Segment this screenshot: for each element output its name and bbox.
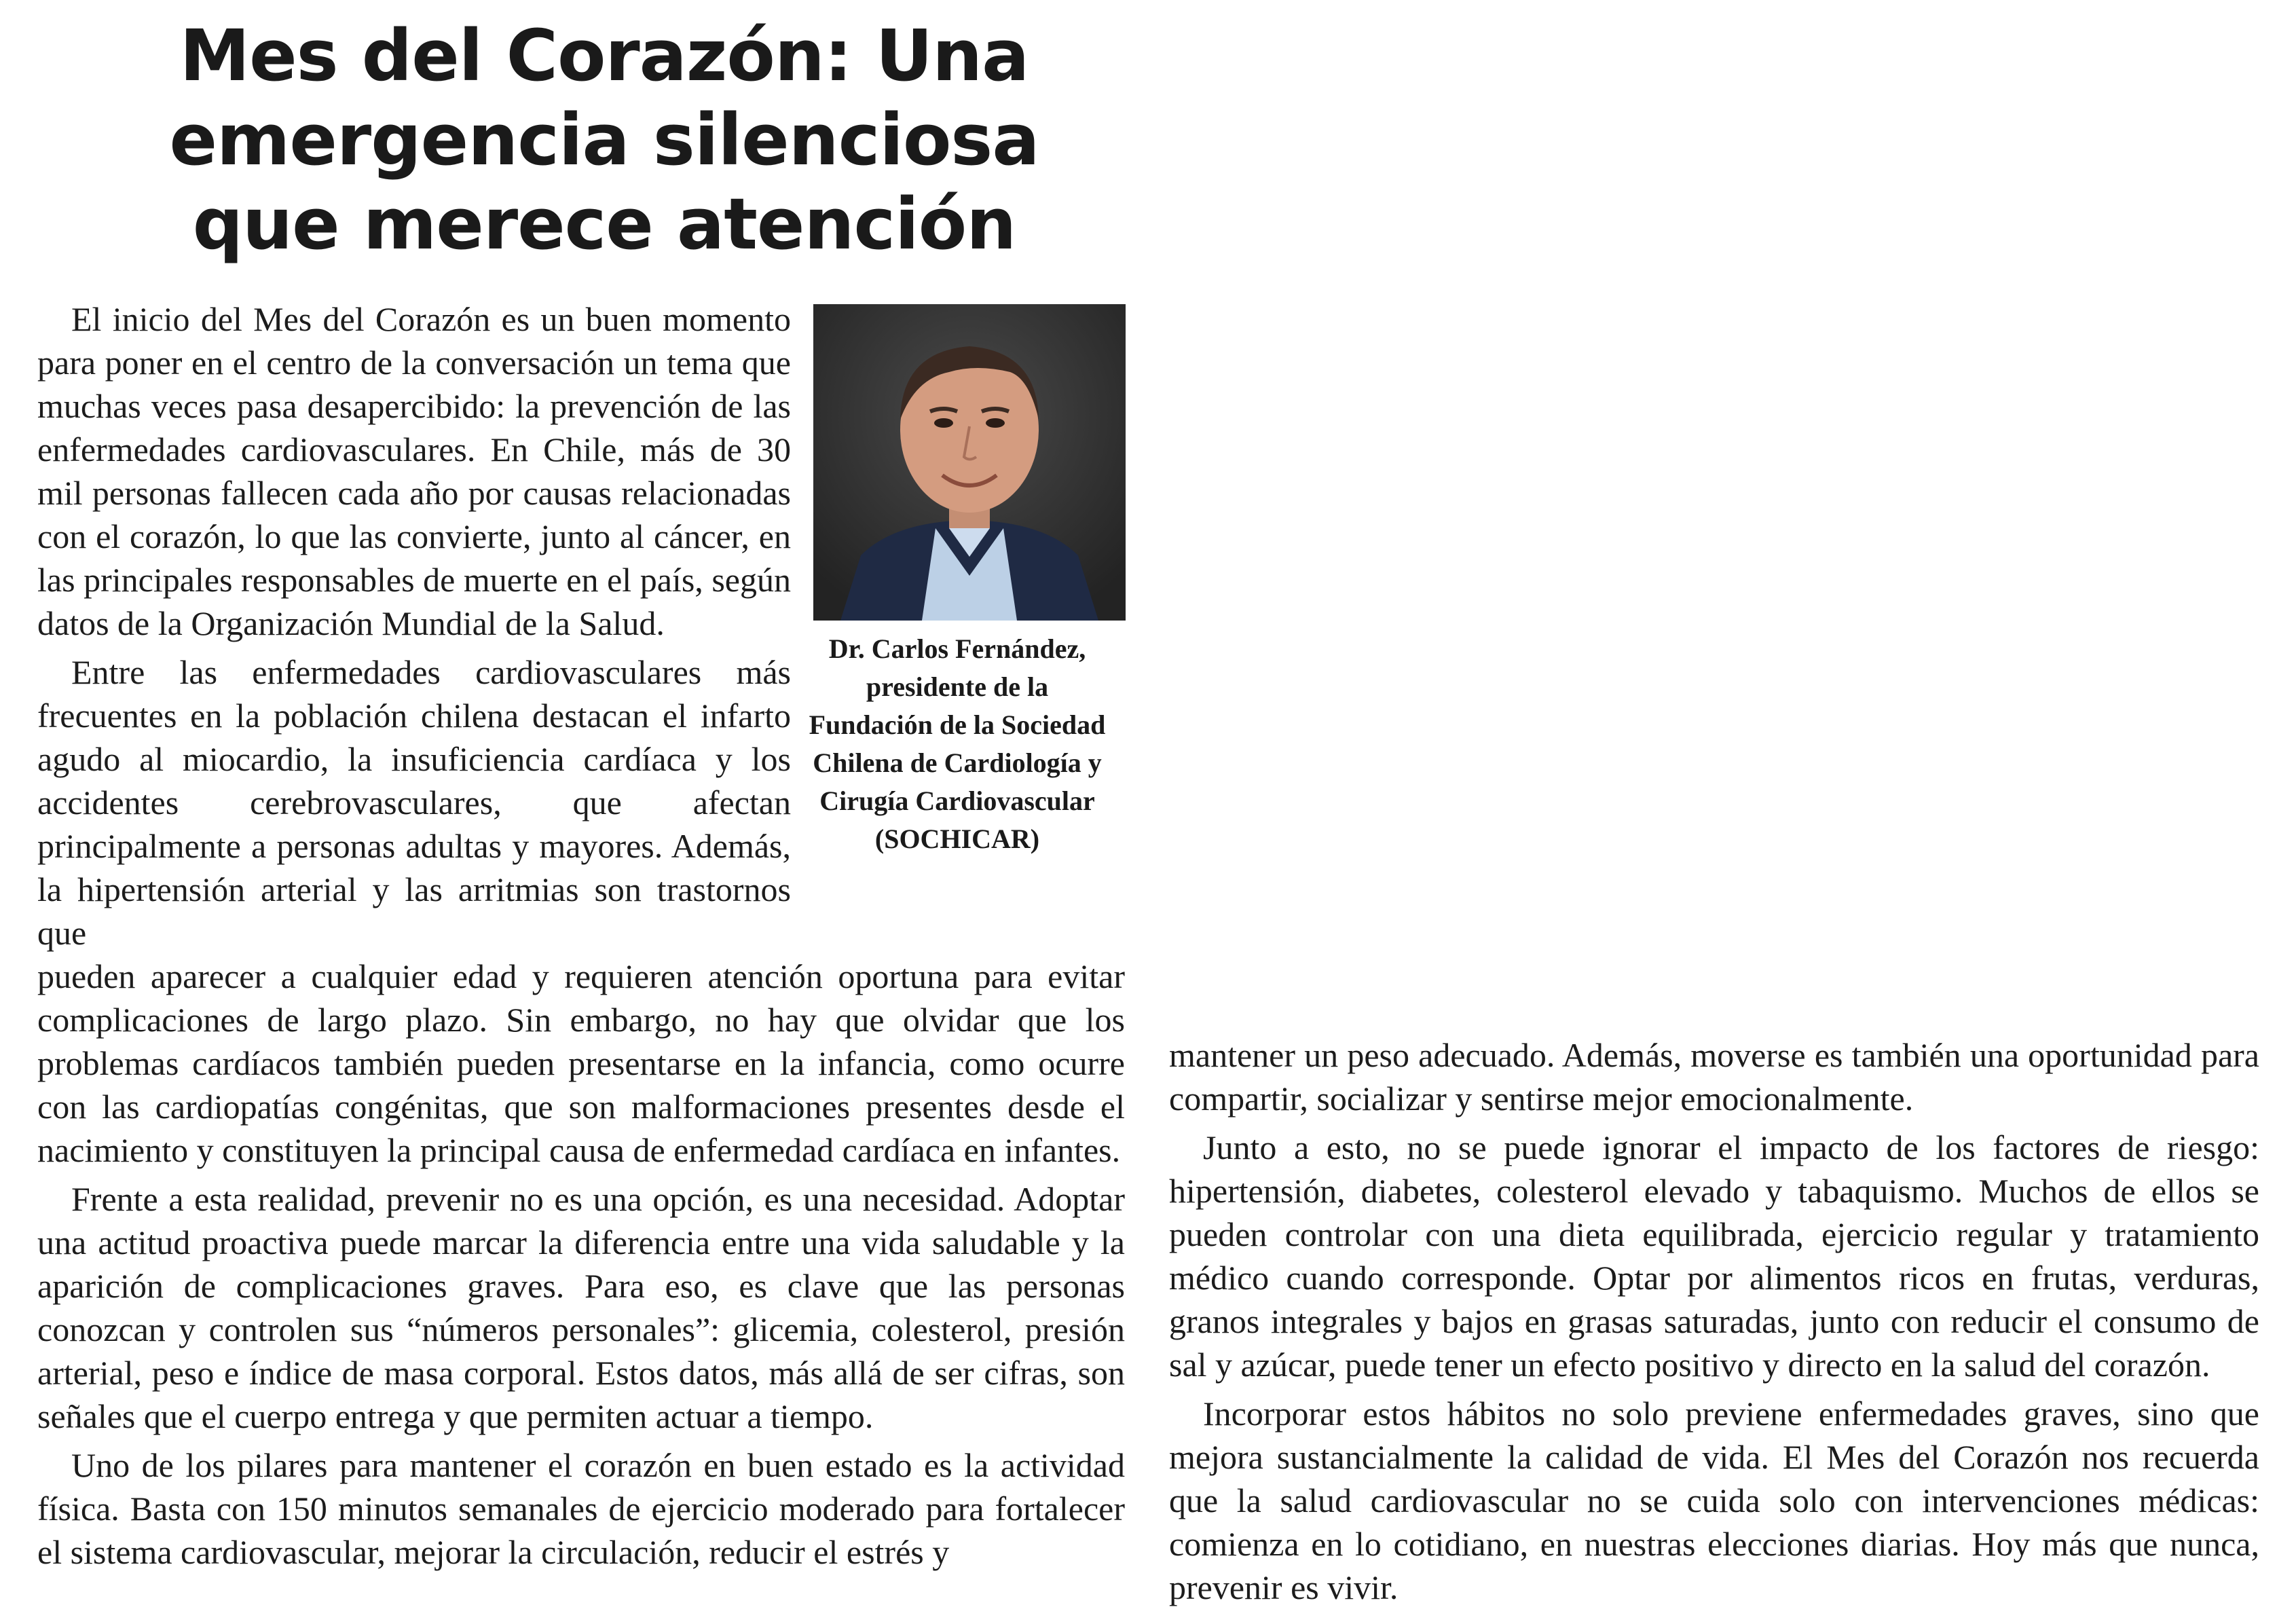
- author-photo: [813, 304, 1126, 621]
- article-column-left-bottom: [37, 955, 1125, 1579]
- caption-line-6: (SOCHICAR): [874, 824, 1040, 854]
- paragraph-1: El inicio del Mes del Corazón es un buen momento para poner en el centro de la conversación un tema que muchas veces pasa desapercibido: la prevención de las enfermedades cardiovasculares. En Chile, más de 30 mil personas fallecen cada año por causas relacionadas con el corazón, lo que las convierte, junto al cáncer, en las principales responsables de muerte en el país, según datos de la Organización Mundial de la Salud.: [37, 300, 791, 642]
- paragraph-4-continued: mantener un peso adecuado. Además, moverse es también una oportunidad para compartir, socializar y sentirse mejor emocionalmente.: [1169, 1036, 2259, 1118]
- headline-line-2: emergencia silenciosa: [169, 98, 1039, 181]
- paragraph-3: Frente a esta realidad, prevenir no es una opción, es una necesidad. Adoptar una actitud proactiva puede marcar la diferencia entre una vida saludable y la aparición de complicaciones graves. Para eso, es clave que las personas conozcan y controlen sus “números personales”: glicemia, colesterol, presión arterial, peso e índice de masa corporal. Estos datos, más allá de ser cifras, son señales que el cuerpo entrega y que permiten actuar a tiempo.: [37, 1180, 1125, 1435]
- paragraph-5: Junto a esto, no se puede ignorar el impacto de los factores de riesgo: hipertensión, diabetes, colesterol elevado y tabaquismo. Muchos de ellos se pueden controlar con una dieta equilibrada, ejercicio regular y tratamiento médico cuando corresponde. Optar por alimentos ricos en frutas, verduras, granos integrales y bajos en grasas saturadas, junto con reducir el consumo de sal y azúcar, puede tener un efecto positivo y directo en la salud del corazón.: [1169, 1128, 2259, 1384]
- portrait-photo-icon: [813, 304, 1126, 621]
- paragraph-2-continued: pueden aparecer a cualquier edad y requieren atención oportuna para evitar complicaciones de largo plazo. Sin embargo, no hay que olvidar que los problemas cardíacos también pueden presentarse en la infancia, como ocurre con las cardiopatías congénitas, que son malformaciones presentes desde el nacimiento y constituyen la principal causa de enfermedad cardíaca en infantes.: [37, 957, 1125, 1169]
- headline-line-3: que merece atención: [192, 183, 1016, 265]
- article-column-right: [1169, 1033, 2259, 1614]
- caption-line-5: Cirugía Cardiovascular: [819, 786, 1095, 816]
- article-headline: [163, 14, 1045, 266]
- caption-line-1: Dr. Carlos Fernández,: [828, 633, 1086, 664]
- photo-caption: [788, 630, 1127, 858]
- paragraph-4-start: Uno de los pilares para mantener el corazón en buen estado es la actividad física. Basta con 150 minutos semanales de ejercicio moderado para fortalecer el sistema cardiovascular, mejorar la circulación, reducir el estrés y: [37, 1446, 1125, 1571]
- headline-line-1: Mes del Corazón: Una: [179, 14, 1029, 97]
- caption-line-4: Chilena de Cardiología y: [813, 748, 1102, 778]
- paragraph-6: Incorporar estos hábitos no solo previene enfermedades graves, sino que mejora sustancialmente la calidad de vida. El Mes del Corazón nos recuerda que la salud cardiovascular no se cuida solo con intervenciones médicas: comienza en lo cotidiano, en nuestras elecciones diarias. Hoy más que nunca, prevenir es vivir.: [1169, 1395, 2259, 1606]
- caption-line-2: presidente de la: [866, 671, 1049, 702]
- article-column-left-top: [37, 297, 791, 960]
- paragraph-2-start: Entre las enfermedades cardiovasculares más frecuentes en la población chilena destacan el infarto agudo al miocardio, la insuficiencia cardíaca y los accidentes cerebrovasculares, que afectan principalmente a personas adultas y mayores. Además, la hipertensión arterial y las arritmias son trastornos que: [37, 653, 791, 952]
- caption-line-3: Fundación de la Sociedad: [809, 709, 1106, 740]
